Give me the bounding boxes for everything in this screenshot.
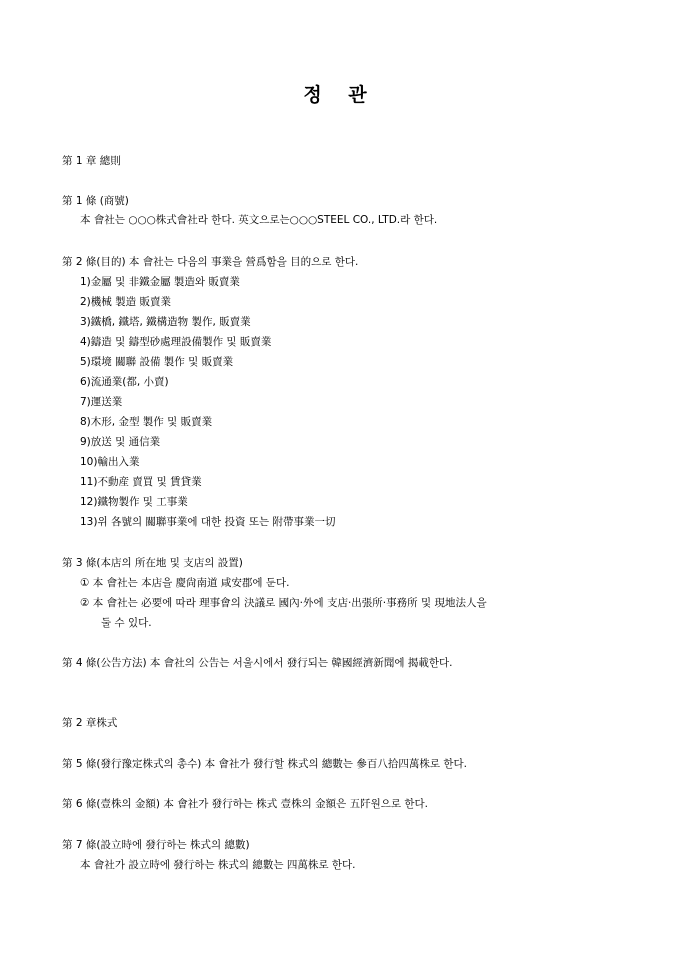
article-2-item: 7)運送業 <box>80 396 123 408</box>
article-2-item: 5)環境 關聯 設備 製作 및 販賣業 <box>80 356 234 368</box>
chapter-1-heading: 第 1 章 總則 <box>62 155 121 167</box>
article-3-clause-2: ② 本 會社는 必要에 따라 理事會의 決議로 國內·外에 支店·出張所·事務所 및 現地法人을 <box>80 597 487 609</box>
article-2-item: 2)機械 製造 販賣業 <box>80 296 171 308</box>
article-2-item: 6)流通業(都, 小賣) <box>80 376 169 388</box>
article-6: 第 6 條(壹株의 金額) 本 會社가 發行하는 株式 壹株의 金額은 五阡원으로 한다. <box>62 798 428 810</box>
article-5: 第 5 條(發行豫定株式의 총수) 本 會社가 發行할 株式의 總數는 參百八拾四萬株로 한다. <box>62 758 468 770</box>
article-1-heading: 第 1 條 (商號) <box>62 195 129 207</box>
article-3-clause-2-cont: 둘 수 있다. <box>101 617 152 629</box>
article-2-item: 9)放送 및 通信業 <box>80 436 161 448</box>
article-2-item: 11)不動産 賣買 및 賃貸業 <box>80 476 202 488</box>
article-2-item: 10)輸出入業 <box>80 456 140 468</box>
article-4: 第 4 條(公告方法) 本 會社의 公告는 서울시에서 發行되는 韓國經濟新聞에 揭載한다. <box>62 657 453 669</box>
article-2-item: 1)金屬 및 非鐵金屬 製造와 販賣業 <box>80 276 240 288</box>
chapter-2-heading: 第 2 章株式 <box>62 717 118 729</box>
article-2-item: 8)木形, 金型 製作 및 販賣業 <box>80 416 213 428</box>
article-1-body: 本 會社는 ○○○株式會社라 한다. 英文으로는○○○STEEL CO., LTD.라 한다. <box>80 214 438 226</box>
document-title: 정 관 <box>303 84 377 106</box>
article-7-heading: 第 7 條(設立時에 發行하는 株式의 總數) <box>62 839 250 851</box>
article-3-clause-1: ① 本 會社는 本店을 慶尙南道 咸安郡에 둔다. <box>80 577 290 589</box>
article-2-item: 12)鐵物製作 및 工事業 <box>80 496 188 508</box>
article-2-item: 3)鐵橋, 鐵塔, 鐵構造物 製作, 販賣業 <box>80 316 251 328</box>
article-2-heading: 第 2 條(目的) 本 會社는 다음의 事業을 營爲함을 目的으로 한다. <box>62 256 359 268</box>
article-2-item: 13)위 各號의 關聯事業에 대한 投資 또는 附帶事業一切 <box>80 516 336 528</box>
article-3-heading: 第 3 條(本店의 所在地 및 支店의 設置) <box>62 557 243 569</box>
article-2-item: 4)鑄造 및 鑄型砂處理設備製作 및 販賣業 <box>80 336 272 348</box>
article-7-body: 本 會社가 設立時에 發行하는 株式의 總數는 四萬株로 한다. <box>80 859 356 871</box>
